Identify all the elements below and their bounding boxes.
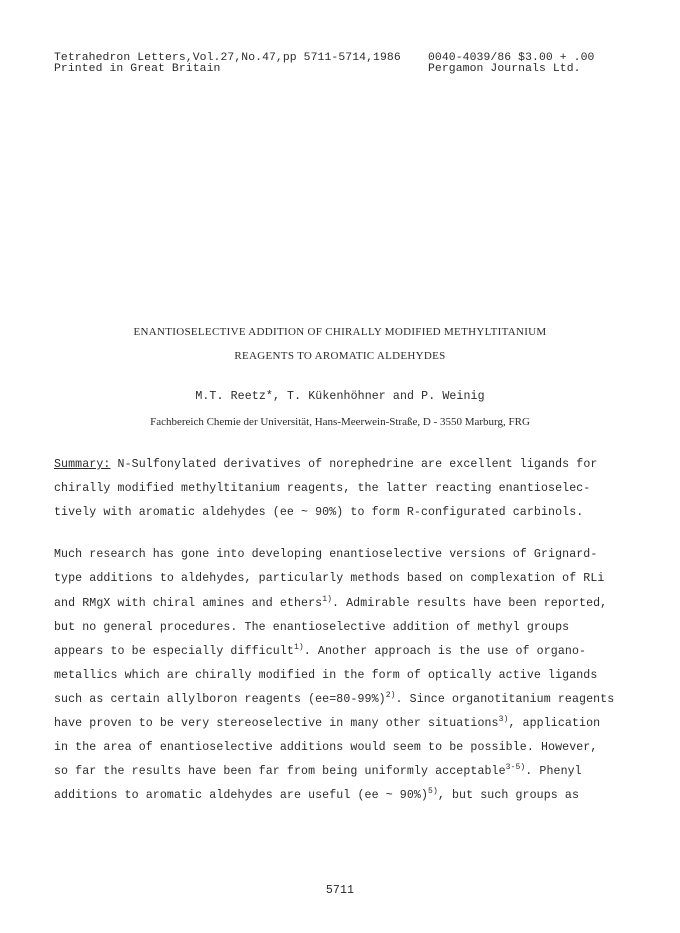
printed-in: Printed in Great Britain xyxy=(54,63,221,75)
reference-marker: 2) xyxy=(385,691,396,700)
authors: M.T. Reetz*, T. Kükenhöhner and P. Weinig xyxy=(195,390,485,403)
body-line-1: Much research has gone into developing enantioselective versions of Grignard- xyxy=(54,548,598,561)
reference-marker: 5) xyxy=(428,787,438,796)
journal-citation: Tetrahedron Letters,Vol.27,No.47,pp 5711-5714,1986 xyxy=(54,52,401,64)
affiliation: Fachbereich Chemie der Universität, Hans-Meerwein-Straße, D - 3550 Marburg, FRG xyxy=(150,416,530,428)
body-line-6: metallics which are chirally modified in the form of optically active ligands xyxy=(54,669,598,682)
body-line-11: additions to aromatic aldehydes are useful (ee ~ 90%)$^{5)}$, but such groups as xyxy=(54,787,580,802)
article-title-line-2: REAGENTS TO AROMATIC ALDEHYDES xyxy=(234,350,446,362)
summary-line-3: tively with aromatic aldehydes (ee ~ 90%) to form R-configurated carbinols. xyxy=(54,506,584,519)
reference-marker: 1) xyxy=(322,595,332,604)
summary-line-1: Summary: N-Sulfonylated derivatives of norephedrine are excellent ligands for xyxy=(54,458,598,471)
article-title-line-1: ENANTIOSELECTIVE ADDITION OF CHIRALLY MODIFIED METHYLTITANIUM xyxy=(133,326,547,338)
body-line-3: and RMgX with chiral amines and ethers$^{1)}$. Admirable results have been reported, xyxy=(54,595,608,610)
body-line-2: type additions to aldehydes, particularly methods based on complexation of RLi xyxy=(54,572,605,585)
body-line-4: but no general procedures. The enantioselective addition of methyl groups xyxy=(54,621,570,634)
summary-label: Summary: xyxy=(54,458,111,471)
reference-marker: 3) xyxy=(498,715,509,724)
body-line-10: so far the results have been far from being uniformly acceptable$^{3-5)}$. Phenyl xyxy=(54,763,582,778)
reference-marker: 1) xyxy=(293,643,304,652)
issn-price: 0040-4039/86 $3.00 + .00 xyxy=(428,52,595,64)
body-line-9: in the area of enantioselective additions would seem to be possible. However, xyxy=(54,741,598,754)
body-line-5: appears to be especially difficult$^{1)}$. Another approach is the use of organo- xyxy=(54,643,587,658)
reference-marker: 3-5) xyxy=(505,763,526,772)
publisher: Pergamon Journals Ltd. xyxy=(428,63,581,75)
summary-line-2: chirally modified methyltitanium reagents, the latter reacting enantioselec- xyxy=(54,482,591,495)
page-number: 5711 xyxy=(325,884,355,897)
body-line-7: such as certain allylboron reagents (ee=80-99%)$^{2)}$. Since organotitanium reagents xyxy=(54,691,615,706)
body-line-8: have proven to be very stereoselective in many other situations$^{3)}$, application xyxy=(54,715,601,730)
